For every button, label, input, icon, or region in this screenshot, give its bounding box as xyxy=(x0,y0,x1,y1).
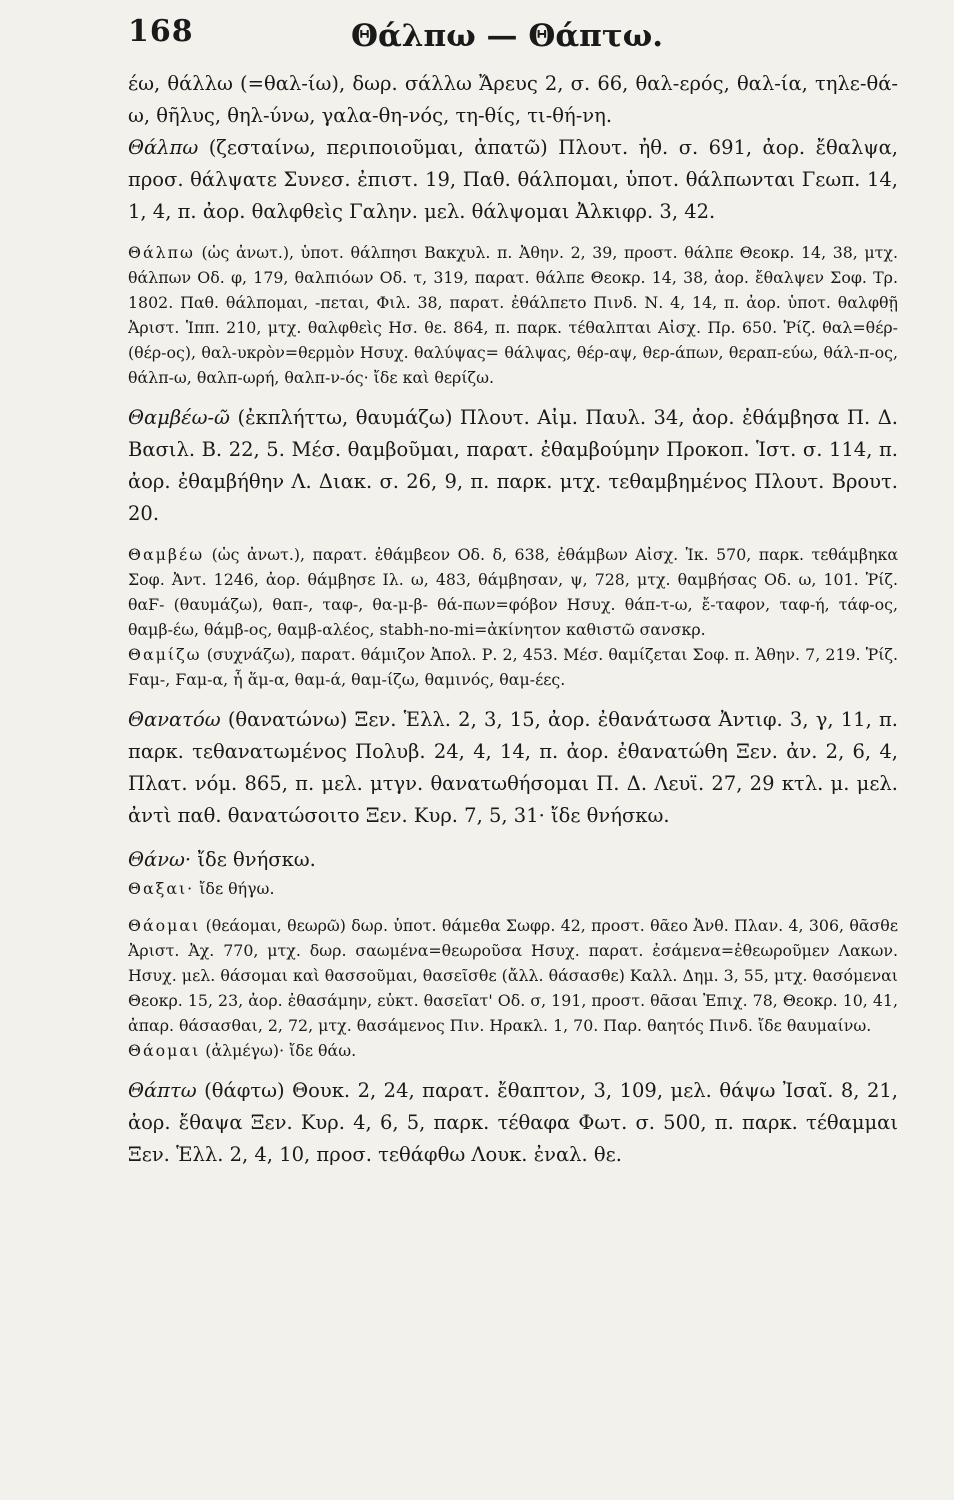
entry-text: ἴδε θνήσκω. xyxy=(197,848,316,871)
page-number: 168 xyxy=(128,14,194,49)
entry-lemma: Θάλπω xyxy=(128,136,199,159)
entry-lemma: Θαμίζω xyxy=(128,645,202,664)
entry-text: (ζεσταίνω, περιποιοῦμαι, ἀπατῶ) Πλουτ. ἠθ. σ. 691, ἀορ. ἔθαλψα, προσ. θάλψατε Συνεσ. ἐπιστ. 19, Παθ. θάλπομαι, ὑποτ. θάλπωνται Γεωπ. 14, 1, 4, π. ἀορ. θαλφθεὶς Γαλην. μελ. θάλψομαι Ἀλκιφρ. 3, 42. xyxy=(128,136,898,223)
dictionary-body xyxy=(128,68,898,1468)
entry-lemma: Θάλπω xyxy=(128,243,195,262)
dictionary-entry xyxy=(128,876,898,901)
page-header xyxy=(0,14,954,64)
entry-text: (θανατώνω) Ξεν. Ἑλλ. 2, 3, 15, ἀορ. ἐθανάτωσα Ἀντιφ. 3, γ, 11, π. παρκ. τεθανατωμένος Πολυβ. 24, 4, 14, π. ἀορ. ἐθανατώθη Ξεν. ἀν. 2, 6, 4, Πλατ. νόμ. 865, π. μελ. μτγν. θανατωθήσομαι Π. Δ. Λευϊ. 27, 29 κτλ. μ. μελ. ἀντὶ παθ. θανατώσοιτο Ξεν. Κυρ. 7, 5, 31· ἴδε θνήσκω. xyxy=(128,708,898,827)
entry-text: έω, θάλλω (=θαλ-ίω), δωρ. σάλλω Ἄρευς 2, σ. 66, θαλ-ερός, θαλ-ία, τηλε-θά-ω, θῆλυς, θηλ-ύνω, γαλα-θη-νός, τη-θίς, τι-θή-νη. xyxy=(128,72,898,127)
dictionary-entry xyxy=(128,642,898,692)
entry-text: (ἐκπλήττω, θαυμάζω) Πλουτ. Αἰμ. Παυλ. 34, ἀορ. ἐθάμβησα Π. Δ. Βασιλ. Β. 22, 5. Μέσ. θαμβοῦμαι, παρατ. ἐθαμβούμην Προκοπ. Ἱστ. σ. 114, π. ἀορ. ἐθαμβήθην Λ. Διακ. σ. 26, 9, π. παρκ. μτχ. τεθαμβημένος Πλουτ. Βρουτ. 20. xyxy=(128,406,898,525)
entry-lemma: Θάνω· xyxy=(128,848,192,871)
dictionary-entry xyxy=(128,913,898,1038)
entry-lemma: Θανατόω xyxy=(128,708,221,731)
dictionary-entry xyxy=(128,1075,898,1171)
entry-lemma: Θάπτω xyxy=(128,1079,197,1102)
entry-lemma: Θαμβέω-ῶ xyxy=(128,406,230,429)
entry-continuation xyxy=(128,68,898,132)
dictionary-entry xyxy=(128,1038,898,1063)
dictionary-entry xyxy=(128,240,898,390)
entry-lemma: Θάομαι xyxy=(128,1041,201,1060)
entry-text: ἴδε θήγω. xyxy=(199,879,275,898)
entry-lemma: Θαμβέω xyxy=(128,545,205,564)
dictionary-entry xyxy=(128,704,898,832)
running-head: Θάλπω — Θάπτω. xyxy=(350,18,664,54)
entry-text: (ὡς ἀνωτ.), παρατ. ἐθάμβεον Οδ. δ, 638, ἐθάμβων Αἰσχ. Ἱκ. 570, παρκ. τεθάμβηκα Σοφ. Ἀντ. 1246, ἀορ. θάμβησε Ιλ. ω, 483, θάμβησαν, ψ, 728, μτχ. θαμβήσας Οδ. ω, 101. Ῥίζ. θαϜ- (θαυμάζω), θαπ-, ταφ-, θα-μ-β- θά-πων=φόβον Ησυχ. θάπ-τ-ω, ἔ-ταφον, ταφ-ή, τάφ-ος, θαμβ-έω, θάμβ-ος, θαμβ-αλέος, stabh-no-mi=ἀκίνητον καθιστῶ σανσκρ. xyxy=(128,545,898,639)
entry-lemma: Θαξαι· xyxy=(128,879,195,898)
dictionary-entry xyxy=(128,132,898,228)
dictionary-entry xyxy=(128,844,898,876)
entry-text: (ἀλμέγω)· ἴδε θάω. xyxy=(205,1041,357,1060)
entry-text: (συχνάζω), παρατ. θάμιζον Ἀπολ. Ρ. 2, 453. Μέσ. θαμίζεται Σοφ. π. Ἀθην. 7, 219. Ῥίζ. Ϝαμ-, Ϝαμ-α, ἧ ἅμ-α, θαμ-ά, θαμ-ίζω, θαμινός, θαμ-έες. xyxy=(128,645,898,689)
dictionary-entry xyxy=(128,402,898,530)
entry-text: (θάφτω) Θουκ. 2, 24, παρατ. ἔθαπτον, 3, 109, μελ. θάψω Ἰσαῖ. 8, 21, ἀορ. ἔθαψα Ξεν. Κυρ. 4, 6, 5, παρκ. τέθαφα Φωτ. σ. 500, π. παρκ. τέθαμμαι Ξεν. Ἑλλ. 2, 4, 10, προσ. τεθάφθω Λουκ. ἐναλ. θε. xyxy=(128,1079,898,1166)
dictionary-entry xyxy=(128,542,898,642)
entry-lemma: Θάομαι xyxy=(128,916,201,935)
entry-text: (ὡς ἀνωτ.), ὑποτ. θάλπησι Βακχυλ. π. Ἀθην. 2, 39, προστ. θάλπε Θεοκρ. 14, 38, μτχ. θάλπων Οδ. φ, 179, θαλπιόων Οδ. τ, 319, παρατ. θάλπε Θεοκρ. 14, 38, ἀορ. ἔθαλψεν Σοφ. Τρ. 1802. Παθ. θάλπομαι, -πεται, Φιλ. 38, παρατ. ἐθάλπετο Πινδ. Ν. 4, 14, π. ἀορ. ὑποτ. θαλφθῇ Ἀριστ. Ἱππ. 210, μτχ. θαλφθεὶς Ησ. θε. 864, π. παρκ. τέθαλπται Αἰσχ. Πρ. 650. Ῥίζ. θαλ=θέρ- (θέρ-ος), θαλ-υκρὸν=θερμὸν Ησυχ. θαλύψας= θάλψας, θέρ-αψ, θερ-άπων, θεραπ-εύω, θάλ-π-ος, θάλπ-ω, θαλπ-ωρή, θαλπ-ν-ός· ἴδε καὶ θερίζω. xyxy=(128,243,898,387)
entry-text: (θεάομαι, θεωρῶ) δωρ. ὑποτ. θάμεθα Σωφρ. 42, προστ. θᾶεο Ἀνθ. Πλαν. 4, 306, θᾶσθε Ἀριστ. Ἀχ. 770, μτχ. δωρ. σαωμένα=θεωροῦσα Ησυχ. παρατ. ἐσάμενα=ἐθεωροῦμεν Λακων. Ησυχ. μελ. θάσομαι καὶ θασσοῦμαι, θασεῖσθε (ἄλλ. θάσασθε) Καλλ. Δημ. 3, 55, μτχ. θασόμεναι Θεοκρ. 15, 23, ἀορ. ἐθασάμην, εὐκτ. θασεῖατ' Οδ. σ, 191, προστ. θᾶσαι Ἐπιχ. 78, Θεοκρ. 10, 41, ἀπαρ. θάσασθαι, 2, 72, μτχ. θασάμενος Πιν. Ηρακλ. 1, 70. Παρ. θαητός Πινδ. ἴδε θαυμαίνω. xyxy=(128,916,898,1035)
